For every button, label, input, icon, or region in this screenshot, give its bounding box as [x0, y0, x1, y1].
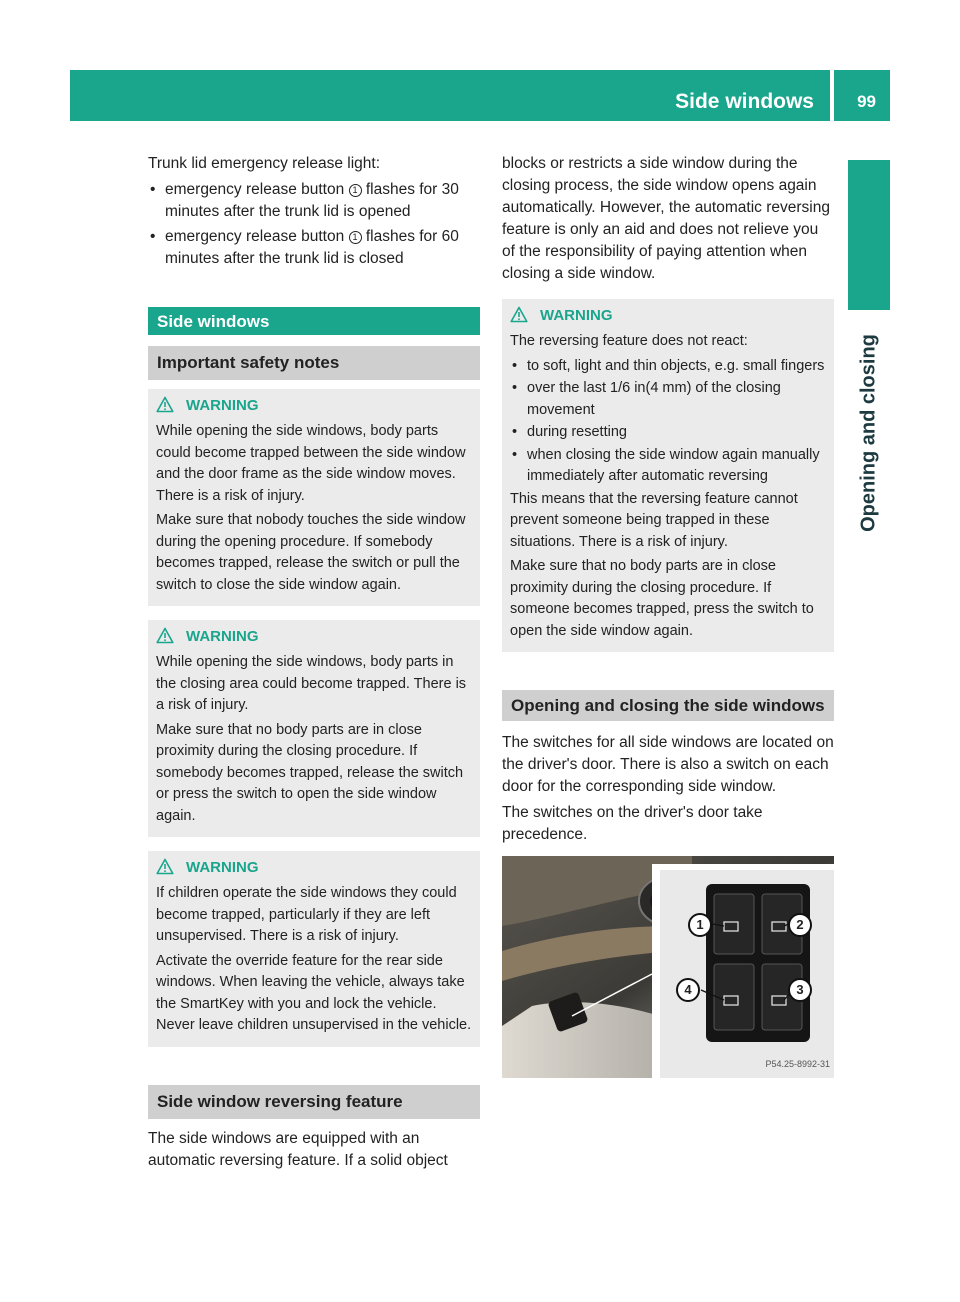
- warning-text: The reversing feature does not react:: [510, 333, 748, 349]
- callout-2: 2: [788, 913, 812, 937]
- callout-marker: 1: [349, 231, 362, 244]
- list-item: • when closing the side window again manually immediately after automatic reversing: [510, 445, 826, 488]
- warning-triangle-icon: [156, 396, 174, 421]
- page-header-title: Side windows: [675, 90, 814, 113]
- chapter-label-text: Opening and closing: [857, 334, 880, 532]
- body-text: The switches on the driver's door take precedence.: [502, 804, 763, 843]
- body-text: The side windows are equipped with an automatic reversing feature. If a solid object: [148, 1129, 448, 1169]
- warning-title: WARNING: [186, 859, 259, 876]
- list-item: • over the last 1/6 in(4 mm) of the closing movement: [510, 378, 826, 421]
- figure-code: P54.25-8992-31: [765, 1059, 830, 1069]
- chapter-tab: [848, 160, 890, 310]
- warning-text: Activate the override feature for the rear side windows. When leaving the vehicle, always take the SmartKey with you and lock the vehicle. Never leave children unsupervised in the vehicle.: [156, 952, 472, 1033]
- warning-box: [148, 620, 480, 837]
- list-item: • during resetting: [510, 422, 826, 444]
- warning-triangle-icon: [510, 306, 528, 331]
- warning-triangle-icon: [156, 858, 174, 883]
- list-item: • emergency release button 1 flashes for 60 minutes after the trunk lid is closed: [148, 226, 480, 270]
- warning-triangle-icon: [156, 627, 174, 652]
- left-column: [148, 153, 480, 1176]
- warning-text: Make sure that no body parts are in close proximity during the closing procedure. If somebody becomes trapped, release the switch or press the switch to open the side window again.: [156, 721, 464, 824]
- callout-3: 3: [788, 978, 812, 1002]
- warning-text: While opening the side windows, body parts could become trapped between the side window and the door frame as the side window moves. There is a risk of injury.: [156, 423, 466, 504]
- warning-text: While opening the side windows, body parts in the closing area could become trapped. There is a risk of injury.: [156, 654, 467, 713]
- body-text: The switches for all side windows are located on the driver's door. There is also a switch on each door for the corresponding side window.: [502, 734, 834, 795]
- subsection-heading: Side window reversing feature: [148, 1085, 480, 1119]
- warning-box: [148, 389, 480, 606]
- callout-1: 1: [688, 913, 712, 937]
- warning-text: Make sure that no body parts are in close proximity during the closing procedure. If someone becomes trapped, press the switch to open the side window again.: [510, 558, 814, 639]
- right-column: [502, 153, 834, 1078]
- door-switch-photo: [502, 856, 834, 1078]
- warning-title: WARNING: [186, 397, 259, 414]
- section-heading: Side windows: [148, 307, 480, 335]
- warning-text: If children operate the side windows they could become trapped, particularly if they are left unsupervised. There is a risk of injury.: [156, 885, 457, 944]
- body-text: blocks or restricts a side window during the closing process, the side window opens again automatically. However, the automatic reversing feature is only an aid and does not relieve you of the responsibility of paying attention when closing a side window.: [502, 155, 830, 282]
- page-number: 99: [857, 92, 876, 111]
- warning-title: WARNING: [186, 628, 259, 645]
- page-header-bar: [70, 70, 890, 121]
- warning-text: Make sure that nobody touches the side window during the opening procedure. If somebody becomes trapped, release the switch or pull the switch to close the side window again.: [156, 512, 466, 593]
- warning-text: This means that the reversing feature cannot prevent someone being trapped in these situations. There is a risk of injury.: [510, 490, 798, 550]
- warning-title: WARNING: [540, 307, 613, 324]
- list-item: • emergency release button 1 flashes for 30 minutes after the trunk lid is opened: [148, 179, 480, 223]
- callout-4: 4: [676, 978, 700, 1002]
- warning-box: [148, 851, 480, 1047]
- intro-text: Trunk lid emergency release light:: [148, 155, 381, 172]
- list-item: • to soft, light and thin objects, e.g. small fingers: [510, 356, 826, 378]
- callout-marker: 1: [349, 184, 362, 197]
- subsection-heading: Important safety notes: [148, 346, 480, 380]
- header-divider: [830, 70, 834, 121]
- chapter-label: [848, 318, 890, 548]
- warning-box: [502, 299, 834, 652]
- subsection-heading: Opening and closing the side windows: [502, 690, 834, 721]
